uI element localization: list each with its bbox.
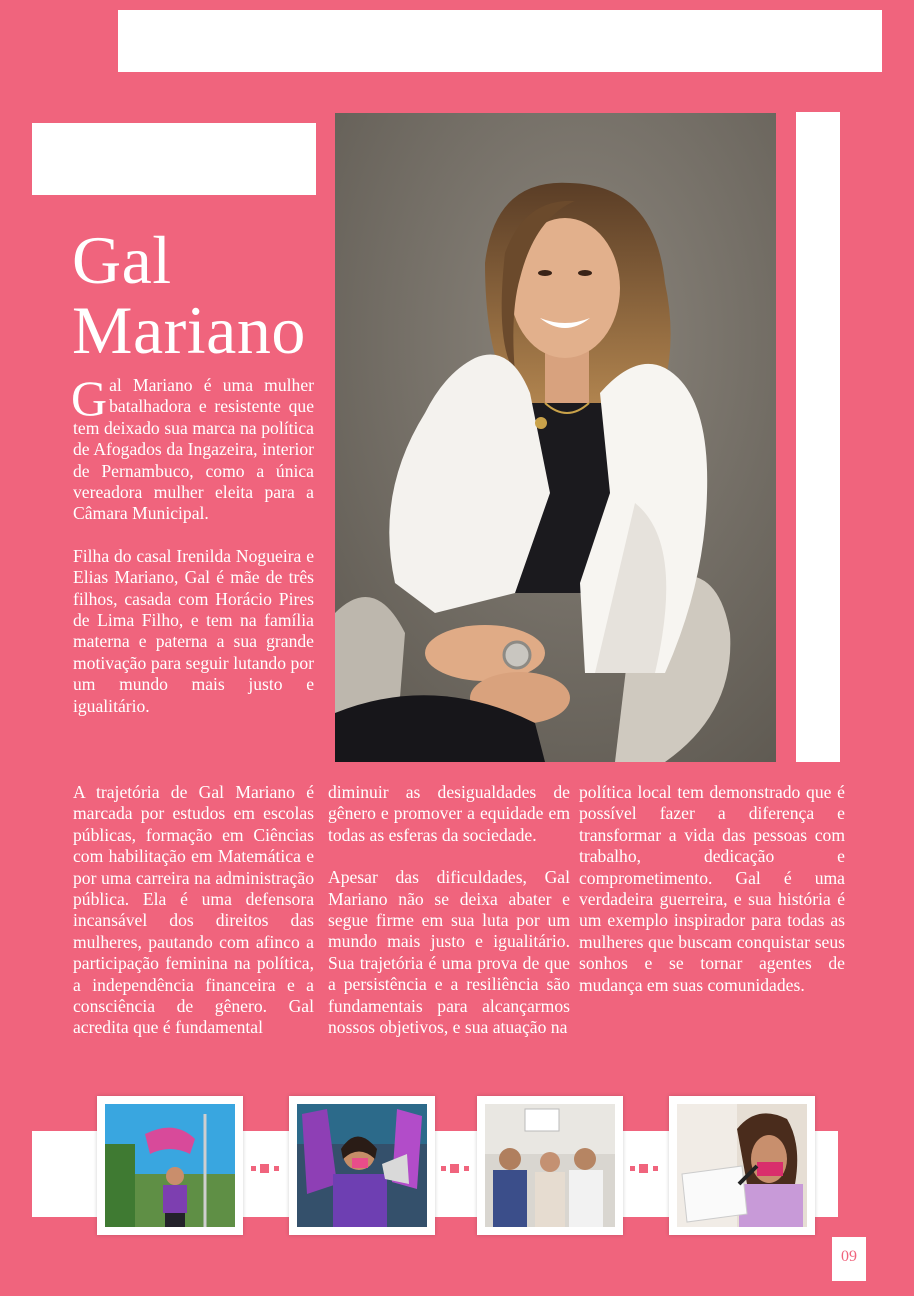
career-paragraph: A trajetória de Gal Mariano é marcada por estudos em escolas públicas, formação em Ciências com habilitação em Matemática e por uma carreira na administração pública. Ela é uma defensora incansável dos direitos das mulheres, pautando com afinco a participação feminina na política, a independência financeira e a consciência de gênero. Gal acredita que é fundamental — [73, 782, 314, 1038]
intro-text: al Mariano é uma mulher batalhadora e resistente que tem deixado sua marca na política de Afogados da Ingazeira, interior de Pernambuco, como a única vereadora mulher eleita para a Câmara Municipal. — [73, 375, 314, 524]
gallery-divider-dots — [627, 1163, 661, 1175]
gallery-photo-megaphone — [289, 1096, 435, 1235]
resilience-paragraph: Apesar das dificuldades, Gal Mariano não se deixa abater e segue firme em sua luta por um mundo mais justo e igualitário. Sua trajetória é uma prova de que a persistência e a resiliência são fundamentais para alcançarmos nossos objetivos, e sua atuação na — [328, 867, 570, 1038]
title-last-name: Mariano — [72, 292, 306, 368]
drop-cap: G — [71, 370, 108, 426]
portrait-photo — [335, 113, 776, 762]
article-title — [72, 222, 332, 368]
header-panel — [32, 123, 316, 195]
gallery-photo-speech — [669, 1096, 815, 1235]
family-paragraph: Filha do casal Irenilda Nogueira e Elias Mariano, Gal é mãe de três filhos, casada com Horácio Pires de Lima Filho, e tem na família materna e paterna a sua grande motivação para seguir lutando por um mundo mais justo e igualitário. — [73, 545, 314, 716]
side-panel — [796, 112, 840, 762]
title-first-name: Gal — [72, 222, 172, 298]
page-number: 09 — [832, 1237, 866, 1281]
gallery-photo-rally — [97, 1096, 243, 1235]
body-column-1 — [73, 782, 314, 1039]
gallery-photo-group — [477, 1096, 623, 1235]
equity-paragraph: diminuir as desigualdades de gênero e promover a equidade em todas as esferas da sociedade. — [328, 782, 570, 845]
intro-paragraph — [71, 370, 314, 525]
top-banner-panel — [118, 10, 882, 72]
intro-column — [71, 370, 314, 717]
gallery-divider-dots — [438, 1163, 472, 1175]
conclusion-paragraph: política local tem demonstrado que é possível fazer a diferença e transformar a vida das pessoas com trabalho, dedicação e comprometimento. Gal é uma verdadeira guerreira, e sua história é um exemplo inspirador para todas as mulheres que buscam conquistar seus sonhos e se tornar agentes de mudança em suas comunidades. — [579, 782, 845, 995]
gallery-divider-dots — [248, 1163, 282, 1175]
body-column-3 — [579, 782, 845, 996]
body-column-2 — [328, 782, 570, 1038]
